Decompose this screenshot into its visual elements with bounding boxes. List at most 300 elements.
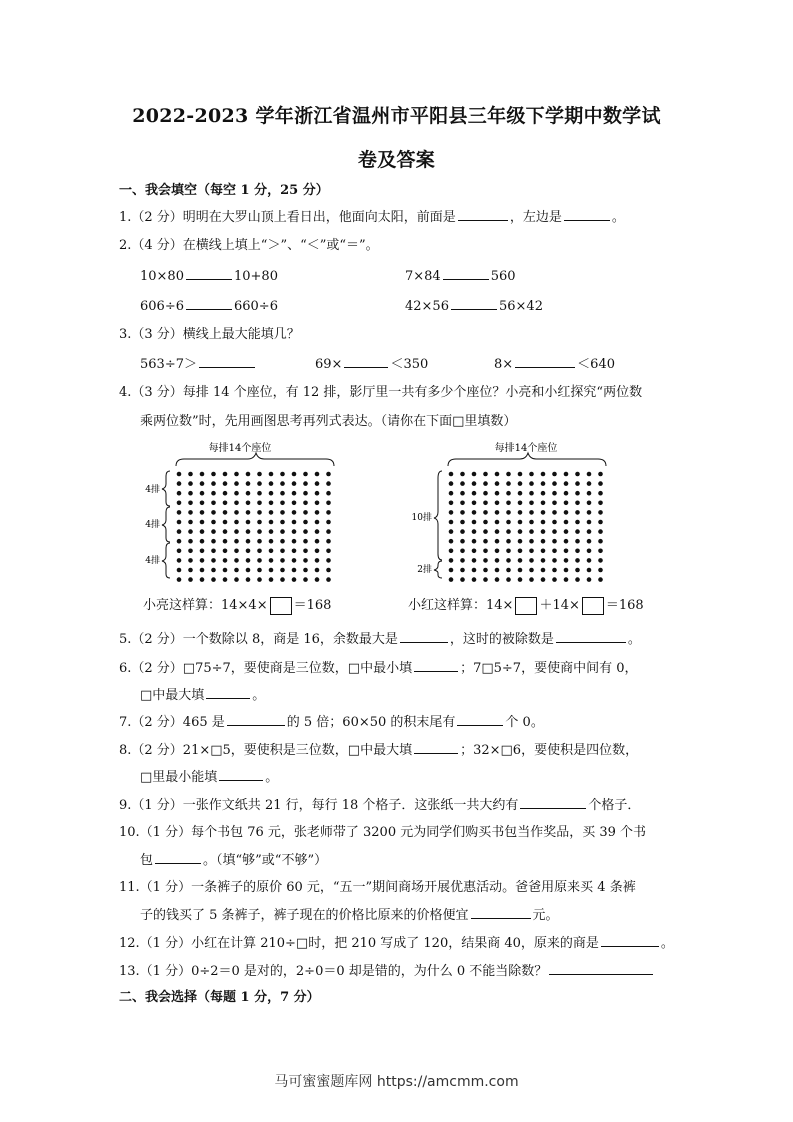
caption-xiaohong [408,594,644,615]
answer-blank[interactable] [414,659,458,672]
q3-c [494,355,615,374]
seat-dot [564,549,569,554]
seat-dot [223,539,228,544]
seat-dot [506,529,511,534]
seat-dot [269,510,274,515]
answer-blank[interactable] [199,355,255,368]
seat-dot [518,558,523,563]
caption-xiaoliang [143,594,331,615]
seat-dot [234,577,239,582]
q3-expr: ＜350 [390,357,429,372]
seat-dot [506,549,511,554]
q3-expr: 563÷7＞ [140,357,197,372]
q8-text: □里最小能填 [140,770,218,785]
dot-grid-right [449,472,603,582]
caption-text: 小红这样算：14× [408,598,514,613]
seat-dot [211,558,216,563]
answer-blank[interactable] [206,686,250,699]
question-6 [119,659,637,678]
seat-dot [518,549,523,554]
seat-dot [529,510,534,515]
answer-blank[interactable] [443,267,489,280]
seat-dot [326,520,331,525]
seat-dot [552,520,557,525]
seat-dot [246,481,251,486]
seat-dot [598,501,603,506]
q7-text: 7.（2 分）465 是 [119,715,225,730]
seat-dot [529,491,534,496]
seat-dot [518,501,523,506]
seat-dot [495,558,500,563]
seat-dot [280,558,285,563]
answer-blank[interactable] [227,713,285,726]
seat-dot [269,520,274,525]
q1-text-b: ，左边是 [509,210,562,225]
seat-dot [246,501,251,506]
seat-dot [292,510,297,515]
seat-dot [234,491,239,496]
q2-expr: 660÷6 [233,299,278,314]
seat-dot [211,529,216,534]
seat-dot [529,558,534,563]
seat-dot [587,491,592,496]
q9-text: 个格子． [588,798,641,813]
answer-blank[interactable] [186,297,232,310]
top-brace-left [176,453,334,466]
seat-dot [211,510,216,515]
seat-dot [315,577,320,582]
seat-dot [495,472,500,477]
seat-dot [315,510,320,515]
seat-dot [575,577,580,582]
seat-dot [587,520,592,525]
seat-dot [177,529,182,534]
answer-box[interactable] [270,597,292,615]
seat-dot [200,481,205,486]
seat-dot [303,501,308,506]
seat-dot [460,510,465,515]
seat-dot [506,577,511,582]
seat-dot [495,510,500,515]
q12-text: 。 [660,936,674,951]
seat-dot [257,577,262,582]
answer-box[interactable] [582,597,604,615]
seat-dot [280,568,285,573]
seat-dot [188,568,193,573]
seat-dot [598,577,603,582]
seat-dot [223,558,228,563]
answer-blank[interactable] [451,297,497,310]
answer-blank[interactable] [515,355,575,368]
seat-dot [326,510,331,515]
seat-dot [564,501,569,506]
seat-dot [246,529,251,534]
question-4-line2: 乘两位数”时，先用画图思考再列式表达。（请你在下面□里填数） [140,414,517,429]
caption-text: ＝168 [605,598,644,613]
seat-dot [177,491,182,496]
seat-dot [552,549,557,554]
seat-dot [575,472,580,477]
seat-dot [449,491,454,496]
seat-dot [518,510,523,515]
seat-dot [303,510,308,515]
seat-dot [598,481,603,486]
seat-dot [552,568,557,573]
q5-text: 。 [627,632,641,647]
seat-dot [292,481,297,486]
seat-dot [200,577,205,582]
seat-dot [326,472,331,477]
q3-expr: 8× [494,357,514,372]
seat-dot [234,558,239,563]
seat-dot [234,481,239,486]
seat-dot [564,568,569,573]
seat-dot [587,472,592,477]
seat-dot [564,481,569,486]
seat-dot [506,510,511,515]
label-per-row-left: 每排14个座位 [208,443,272,454]
seat-dot [303,577,308,582]
seat-dot [188,558,193,563]
seat-dot [529,568,534,573]
seat-dot [495,481,500,486]
seat-dot [575,510,580,515]
seat-dot [326,568,331,573]
answer-blank[interactable] [344,355,388,368]
seat-dot [200,520,205,525]
seat-dot [246,549,251,554]
q2-expr: 560 [490,269,516,284]
q2-row2-left [140,297,278,316]
q2-row2-right [405,297,543,316]
seat-dot [518,520,523,525]
seat-dot [598,529,603,534]
seat-dot [598,472,603,477]
seat-dot [177,577,182,582]
seat-dot [460,558,465,563]
seat-dot [575,568,580,573]
seat-dot [529,539,534,544]
seat-dot [234,510,239,515]
answer-blank[interactable] [471,906,531,919]
seat-dot [483,539,488,544]
seat-dot [246,568,251,573]
q3-a [140,355,257,374]
seat-dot [529,472,534,477]
seat-dot [188,529,193,534]
seat-dot [575,491,580,496]
seat-dot [552,501,557,506]
seat-dot [303,558,308,563]
seat-dot [246,510,251,515]
seat-dot [200,568,205,573]
seat-dot [529,577,534,582]
seat-dot [564,529,569,534]
seat-dot [280,510,285,515]
seat-dot [257,481,262,486]
seat-dot [200,558,205,563]
seat-dot [303,529,308,534]
seat-dot [472,491,477,496]
seat-dot [303,549,308,554]
seat-dot [575,539,580,544]
seat-dot [246,558,251,563]
seat-dot [292,549,297,554]
answer-blank[interactable] [564,208,610,221]
seat-dot [483,481,488,486]
seat-dot [280,577,285,582]
seat-dot [177,481,182,486]
group-label: 2排 [417,565,432,575]
seat-dot [460,491,465,496]
left-groups [145,471,170,578]
seat-dot [177,510,182,515]
question-5 [119,630,641,649]
q11-text: 子的钱买了 5 条裤子，裤子现在的价格比原来的价格便宜 [140,908,469,923]
seat-dot [472,510,477,515]
seat-dot [518,491,523,496]
seat-dot [188,472,193,477]
seat-dot [506,491,511,496]
q3-b [315,355,428,374]
seat-dot [188,510,193,515]
seat-dot [280,549,285,554]
seat-dot [177,549,182,554]
answer-blank[interactable] [556,630,626,643]
question-8-line2 [140,768,278,787]
q12-text: 12.（1 分）小红在计算 210÷□时，把 210 写成了 120，结果商 40，原来的商是 [119,936,599,951]
question-9 [119,796,640,815]
seat-dot [598,510,603,515]
seat-dot [234,549,239,554]
question-12 [119,934,674,953]
question-7 [119,713,544,732]
seat-dot [200,491,205,496]
seat-dot [552,577,557,582]
seat-dot [292,568,297,573]
seat-dot [472,520,477,525]
answer-blank[interactable] [186,267,232,280]
seat-dot [177,558,182,563]
seat-dot [292,577,297,582]
q6-text: ；7□5÷7，要使商中间有 0， [460,661,638,676]
seat-dot [460,472,465,477]
seat-dot [269,539,274,544]
question-3: 3.（3 分）横线上最大能填几？ [119,327,300,342]
q5-text: 5.（2 分）一个数除以 8，商是 16，余数最大是 [119,632,398,647]
seat-dot [472,568,477,573]
seat-dot [257,491,262,496]
answer-blank[interactable] [520,796,586,809]
seat-dot [495,539,500,544]
seat-dot [449,501,454,506]
seat-dot [303,491,308,496]
seat-dot [472,481,477,486]
seat-dot [223,568,228,573]
seat-dot [483,520,488,525]
seat-dot [188,539,193,544]
dot-figure-right [412,436,622,586]
seat-dot [223,491,228,496]
seat-dot [552,529,557,534]
seat-dot [211,501,216,506]
group-label: 10排 [412,513,432,523]
seat-dot [472,529,477,534]
seat-dot [449,520,454,525]
seat-dot [200,510,205,515]
seat-dot [506,472,511,477]
answer-blank[interactable] [458,208,508,221]
seat-dot [315,529,320,534]
section-2-heading: 二、我会选择（每题 1 分，7 分） [119,990,320,1005]
seat-dot [280,491,285,496]
q2-expr: 42×56 [405,299,449,314]
answer-blank[interactable] [400,630,448,643]
q13-text: 13.（1 分）0÷2＝0 是对的，2÷0＝0 却是错的，为什么 0 不能当除数？ [119,964,548,979]
side-brace [434,561,442,578]
seat-dot [246,472,251,477]
seat-dot [495,568,500,573]
seat-dot [598,539,603,544]
seat-dot [280,481,285,486]
seat-dot [315,501,320,506]
label-per-row-right: 每排14个座位 [494,443,558,454]
seat-dot [518,472,523,477]
footer-watermark: 马可蜜蜜题库网 https://amcmm.com [274,1074,519,1090]
seat-dot [234,529,239,534]
seat-dot [552,539,557,544]
seat-dot [292,529,297,534]
seat-dot [280,472,285,477]
seat-dot [460,568,465,573]
seat-dot [541,510,546,515]
seat-dot [529,549,534,554]
seat-dot [460,539,465,544]
seat-dot [483,472,488,477]
group-label: 4排 [145,520,160,530]
answer-blank[interactable] [414,741,458,754]
q7-text: 的 5 倍；60×50 的积末尾有 [286,715,456,730]
seat-dot [280,539,285,544]
seat-dot [506,501,511,506]
seat-dot [200,529,205,534]
seat-dot [223,529,228,534]
seat-dot [483,491,488,496]
q2-row1-left [140,267,278,286]
seat-dot [223,577,228,582]
question-11-line1: 11.（1 分）一条裤子的原价 60 元，“五一”期间商场开展优惠活动。爸爸用原来买 4 条裤 [119,880,636,895]
q3-expr: ＜640 [577,357,615,372]
seat-dot [564,520,569,525]
seat-dot [246,539,251,544]
seat-dot [552,558,557,563]
seat-dot [449,529,454,534]
seat-dot [223,501,228,506]
seat-dot [587,568,592,573]
seat-dot [460,549,465,554]
q9-text: 9.（1 分）一张作文纸共 21 行，每行 18 个格子．这张纸一共大约有 [119,798,519,813]
seat-dot [326,539,331,544]
seat-dot [257,529,262,534]
seat-dot [188,549,193,554]
seat-dot [460,529,465,534]
seat-dot [564,510,569,515]
answer-blank[interactable] [549,962,653,975]
seat-dot [541,491,546,496]
q2-expr: 56×42 [498,299,543,314]
seat-dot [541,520,546,525]
q2-expr: 7×84 [405,269,441,284]
seat-dot [529,520,534,525]
answer-box[interactable] [515,597,537,615]
seat-dot [483,549,488,554]
seat-dot [315,472,320,477]
q2-expr: 10×80 [140,269,184,284]
seat-dot [280,520,285,525]
seat-dot [234,539,239,544]
seat-dot [587,481,592,486]
seat-dot [541,539,546,544]
group-label: 4排 [145,556,160,566]
seat-dot [587,549,592,554]
seat-dot [460,520,465,525]
seat-dot [211,472,216,477]
seat-dot [257,539,262,544]
q6-text: 6.（2 分）□75÷7，要使商是三位数，□中最小填 [119,661,413,676]
seat-dot [598,558,603,563]
seat-dot [472,577,477,582]
seat-dot [449,549,454,554]
dot-grid-left [177,472,331,582]
seat-dot [269,549,274,554]
seat-dot [200,501,205,506]
answer-blank[interactable] [457,713,503,726]
seat-dot [211,520,216,525]
seat-dot [575,520,580,525]
answer-blank[interactable] [155,851,201,864]
seat-dot [234,472,239,477]
seat-dot [449,510,454,515]
seat-dot [188,501,193,506]
seat-dot [552,510,557,515]
q6-text: 。 [252,688,266,703]
seat-dot [472,549,477,554]
seat-dot [292,472,297,477]
seat-dot [269,481,274,486]
seat-dot [315,568,320,573]
answer-blank[interactable] [219,768,263,781]
side-brace [162,471,170,506]
question-10-line2 [140,851,327,870]
seat-dot [292,491,297,496]
question-10-line1: 10.（1 分）每个书包 76 元，张老师带了 3200 元为同学们购买书包当作奖品，买 39 个书 [119,825,647,840]
seat-dot [200,539,205,544]
answer-blank[interactable] [601,934,659,947]
seat-dot [575,529,580,534]
question-11-line2 [140,906,559,925]
q2-expr: 606÷6 [140,299,184,314]
seat-dot [587,510,592,515]
seat-dot [495,520,500,525]
seat-dot [541,472,546,477]
seat-dot [315,539,320,544]
seat-dot [472,472,477,477]
seat-dot [449,472,454,477]
seat-dot [495,491,500,496]
seat-dot [211,481,216,486]
seat-dot [269,472,274,477]
seat-dot [257,520,262,525]
